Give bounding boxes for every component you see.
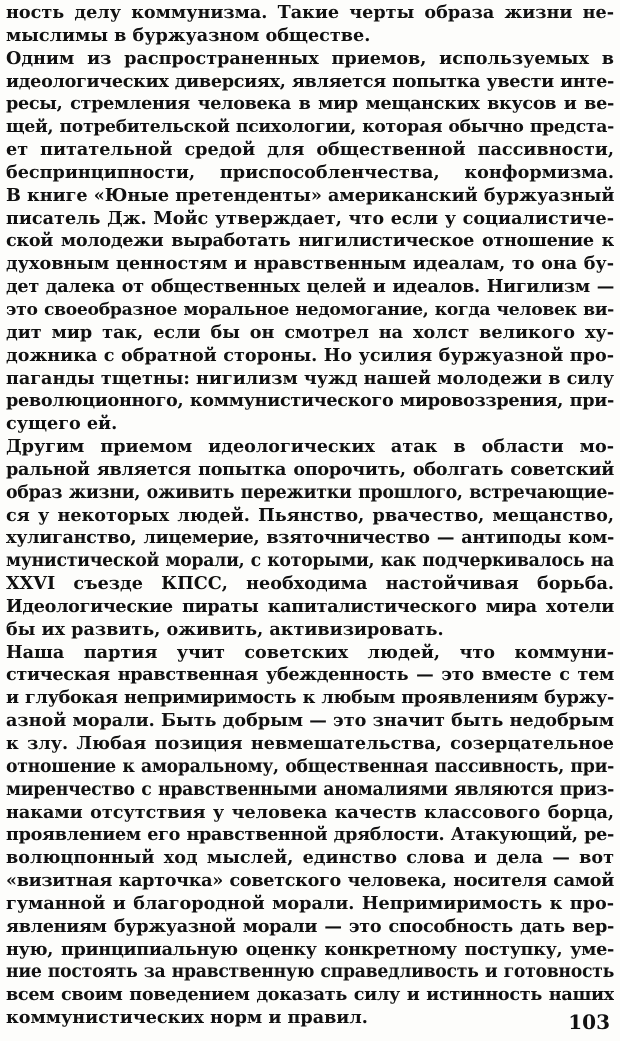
text-line: отношение к аморальному, общественная пассивность, при- xyxy=(6,756,614,777)
text-line: ет питательной средой для общественной пассивности, xyxy=(6,139,614,161)
text-line: ние постоять за нравственную справедливость и готовность xyxy=(6,962,614,983)
text-line: Идеологические пираты капиталистического мира хотели xyxy=(6,595,614,617)
text-line: ральной является попытка опорочить, оболгать советский xyxy=(6,458,614,480)
text-line: гуманной и благородной морали. Непримиримость к про- xyxy=(6,892,614,914)
text-line: беспринципности, приспособленчества, конформизма. xyxy=(6,161,614,183)
text-line: азной морали. Быть добрым — это значит быть недобрым xyxy=(6,710,614,732)
text-line: щей, потребительской психологии, которая обычно предста- xyxy=(6,117,614,138)
text-line: XXVI съезде КПСС, необходима настойчивая борьба. xyxy=(6,573,614,595)
text-line: ся у некоторых людей. Пьянство, рвачество, мещанство, xyxy=(6,504,614,526)
text-line: образ жизни, оживить пережитки прошлого, встречающие- xyxy=(6,482,614,503)
text-line: дожника с обратной стороны. Но усилия буржуазной про- xyxy=(6,344,614,366)
text-line: сущего ей. xyxy=(6,413,118,435)
text-line: волюцпонный ход мыслей, единство слова и дела — вот xyxy=(6,847,614,869)
text-line: явлениям буржуазной морали — это способность дать вер- xyxy=(6,915,614,937)
text-line: ской молодежи выработать нигилистическое отношение к xyxy=(6,230,614,252)
text-line: стическая нравственная убежденность — это вместе с тем xyxy=(6,664,614,686)
text-line: паганды тщетны: нигилизм чужд нашей молодежи в силу xyxy=(6,367,614,389)
text-line: ность делу коммунизма. Такие черты образа жизни не- xyxy=(6,2,614,23)
text-line: мунистической морали, с которыми, как подчеркивалось на xyxy=(6,551,614,572)
text-line: к злу. Любая позиция невмешательства, созерцательное xyxy=(6,733,614,754)
text-line: ную, принципиальную оценку конкретному поступку, уме- xyxy=(6,938,614,960)
text-line: Другим приемом идеологических атак в области мо- xyxy=(6,436,614,458)
text-line: Наша партия учит советских людей, что коммуни- xyxy=(6,641,614,663)
text-line: и глубокая непримиримость к любым проявлениям буржу- xyxy=(6,687,614,709)
text-line: коммунистических норм и правил. xyxy=(6,1007,368,1029)
text-line: наками отсутствия у человека качеств классового борца, xyxy=(6,801,614,823)
text-line: идеологических диверсиях, является попытка увести инте- xyxy=(6,70,614,92)
text-line: мыслимы в буржуазном обществе. xyxy=(6,24,371,46)
text-line: бы их развить, оживить, активизировать. xyxy=(6,618,444,640)
page-number: 103 xyxy=(568,1010,610,1034)
body-text xyxy=(6,2,614,1030)
text-line: писатель Дж. Мойс утверждает, что если у социалистиче- xyxy=(6,207,614,229)
text-line: всем своим поведением доказать силу и истинность наших xyxy=(6,984,614,1006)
text-line: миренчество с нравственными аномалиями являются приз- xyxy=(6,779,614,800)
text-line: Одним из распространенных приемов, используемых в xyxy=(6,47,614,69)
text-line: дит мир так, если бы он смотрел на холст великого ху- xyxy=(6,321,614,343)
text-line: это своеобразное моральное недомогание, когда человек ви- xyxy=(6,299,614,320)
text-line: В книге «Юные претенденты» американский буржуазный xyxy=(6,184,614,206)
text-line: «визитная карточка» советского человека, носителя самой xyxy=(6,870,614,892)
text-line: дет далека от общественных целей и идеалов. Нигилизм — xyxy=(6,276,614,298)
text-line: проявлением его нравственной дряблости. Атакующий, ре- xyxy=(6,824,614,846)
text-line: хулиганство, лицемерие, взяточничество — антиподы ком- xyxy=(6,527,614,549)
text-line: ресы, стремления человека в мир мещанских вкусов и ве- xyxy=(6,93,614,115)
text-line: духовным ценностям и нравственным идеалам, то она бу- xyxy=(6,253,614,275)
text-line: революционного, коммунистического мировоззрения, при- xyxy=(6,390,614,412)
